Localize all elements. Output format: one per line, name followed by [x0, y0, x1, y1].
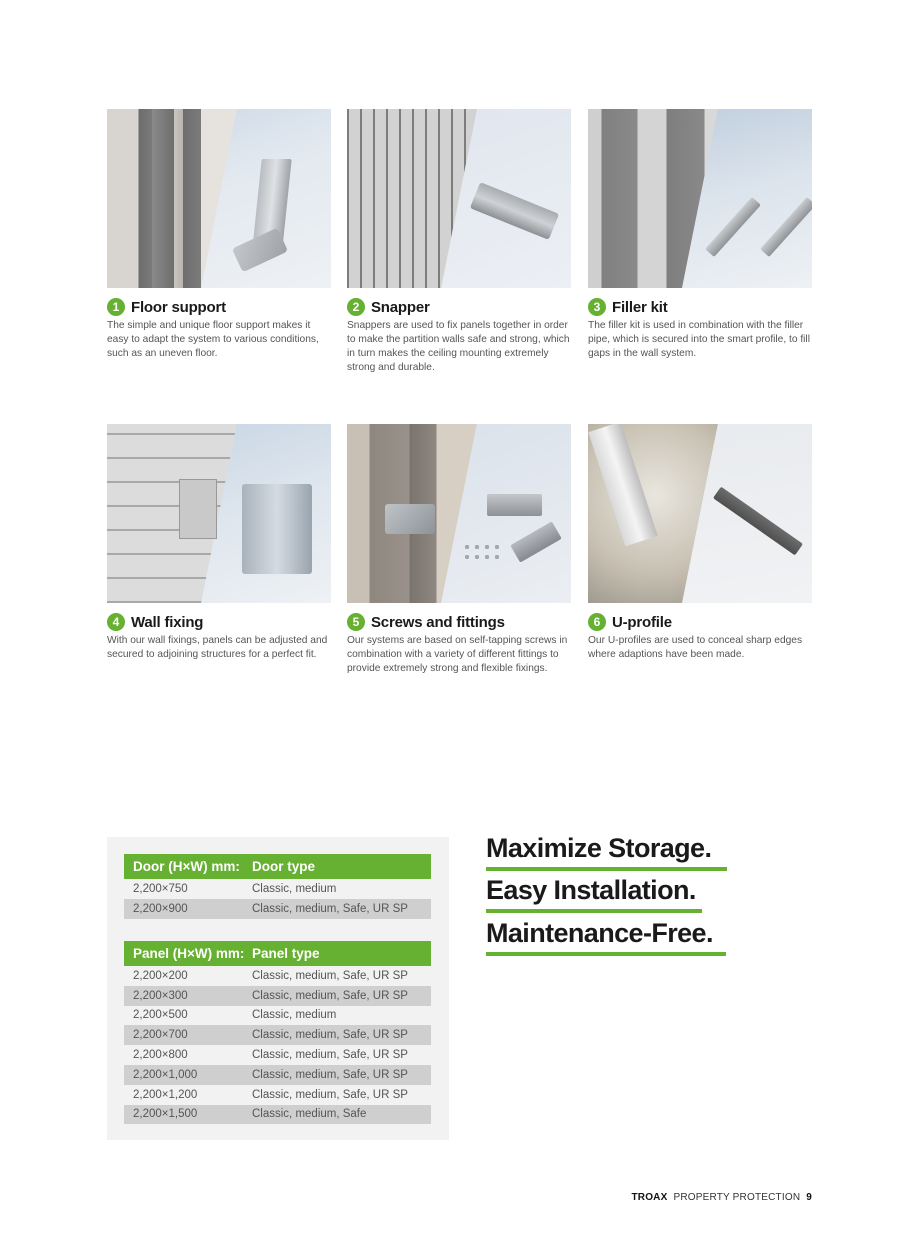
- table-row: [124, 1045, 431, 1065]
- feature-number-badge: 1: [107, 298, 125, 316]
- table-cell: Classic, medium, Safe, UR SP: [252, 989, 408, 1002]
- table-row: [124, 899, 431, 919]
- table-cell: 2,200×1,000: [133, 1068, 198, 1081]
- headline-maximize-storage: [486, 832, 727, 871]
- headline-maintenance-free: [486, 917, 726, 956]
- feature-card-u-profile: [588, 424, 812, 662]
- page-footer: [631, 1192, 812, 1203]
- table-cell: Classic, medium, Safe, UR SP: [252, 969, 408, 982]
- table-header: [124, 854, 431, 879]
- headline-text: Maintenance-Free.: [486, 918, 713, 948]
- table-cell: 2,200×900: [133, 902, 188, 915]
- panel-size-table: [124, 941, 431, 1124]
- table-row: [124, 1065, 431, 1085]
- table-row: [124, 1006, 431, 1026]
- table-row: [124, 879, 431, 899]
- table-cell: Classic, medium, Safe, UR SP: [252, 1068, 408, 1081]
- feature-description: The filler kit is used in combination with the filler pipe, which is secured into the smart profile, to fill gaps in the wall system.: [588, 320, 810, 359]
- column-header: Door (H×W) mm:: [133, 859, 240, 874]
- feature-number-badge: 4: [107, 613, 125, 631]
- snapper-photo: [347, 109, 571, 288]
- door-size-table: [124, 854, 431, 919]
- feature-description: Snappers are used to fix panels together in order to make the partition walls safe and strong, which in turn makes the ceiling mounting extremely strong and durable.: [347, 320, 570, 373]
- table-row: [124, 1025, 431, 1045]
- feature-title: Snapper: [371, 298, 430, 316]
- feature-title: Filler kit: [612, 298, 668, 316]
- table-cell: 2,200×200: [133, 969, 188, 982]
- table-cell: 2,200×700: [133, 1029, 188, 1042]
- feature-title: U-profile: [612, 613, 672, 631]
- feature-card-filler-kit: [588, 109, 812, 361]
- feature-title: Screws and fittings: [371, 613, 505, 631]
- feature-card-snapper: [347, 109, 571, 375]
- table-cell: 2,200×1,500: [133, 1108, 198, 1121]
- headline-text: Easy Installation.: [486, 875, 696, 905]
- table-cell: Classic, medium, Safe: [252, 1108, 367, 1121]
- table-header: [124, 941, 431, 966]
- feature-description: The simple and unique floor support makes it easy to adapt the system to various conditions, such as an uneven floor.: [107, 320, 319, 359]
- feature-number-badge: 2: [347, 298, 365, 316]
- headline-underline: [486, 952, 726, 956]
- table-row: [124, 966, 431, 986]
- column-header: Panel (H×W) mm:: [133, 946, 245, 961]
- feature-card-floor-support: [107, 109, 331, 361]
- page-number: 9: [806, 1192, 812, 1203]
- feature-number-badge: 6: [588, 613, 606, 631]
- headline-text: Maximize Storage.: [486, 833, 712, 863]
- feature-card-screws-fittings: [347, 424, 571, 676]
- column-header: Panel type: [252, 946, 320, 961]
- table-cell: Classic, medium, Safe, UR SP: [252, 902, 408, 915]
- u-profile-photo: [588, 424, 812, 603]
- table-cell: Classic, medium, Safe, UR SP: [252, 1088, 408, 1101]
- feature-title: Wall fixing: [131, 613, 204, 631]
- brand-name: TROAX: [631, 1192, 668, 1203]
- headline-easy-installation: [486, 874, 702, 913]
- table-cell: Classic, medium: [252, 1009, 337, 1022]
- table-row: [124, 986, 431, 1006]
- specifications-panel: [107, 837, 449, 1140]
- feature-card-wall-fixing: [107, 424, 331, 662]
- section-name: PROPERTY PROTECTION: [673, 1192, 801, 1203]
- table-cell: 2,200×800: [133, 1049, 188, 1062]
- floor-support-photo: [107, 109, 331, 288]
- wall-fixing-photo: [107, 424, 331, 603]
- table-cell: 2,200×500: [133, 1009, 188, 1022]
- feature-description: Our systems are based on self-tapping screws in combination with a variety of different fittings to provide extremely strong and flexible fixings.: [347, 635, 568, 674]
- table-row: [124, 1105, 431, 1125]
- feature-title: Floor support: [131, 298, 226, 316]
- headline-underline: [486, 909, 702, 913]
- table-cell: 2,200×300: [133, 989, 188, 1002]
- headline-underline: [486, 867, 727, 871]
- table-cell: 2,200×750: [133, 882, 188, 895]
- table-row: [124, 1085, 431, 1105]
- table-cell: 2,200×1,200: [133, 1088, 198, 1101]
- feature-description: With our wall fixings, panels can be adjusted and secured to adjoining structures for a perfect fit.: [107, 635, 328, 660]
- table-cell: Classic, medium, Safe, UR SP: [252, 1029, 408, 1042]
- table-cell: Classic, medium, Safe, UR SP: [252, 1049, 408, 1062]
- feature-number-badge: 5: [347, 613, 365, 631]
- table-cell: Classic, medium: [252, 882, 337, 895]
- feature-description: Our U-profiles are used to conceal sharp edges where adaptions have been made.: [588, 635, 803, 660]
- screws-fittings-photo: [347, 424, 571, 603]
- feature-number-badge: 3: [588, 298, 606, 316]
- column-header: Door type: [252, 859, 316, 874]
- filler-kit-photo: [588, 109, 812, 288]
